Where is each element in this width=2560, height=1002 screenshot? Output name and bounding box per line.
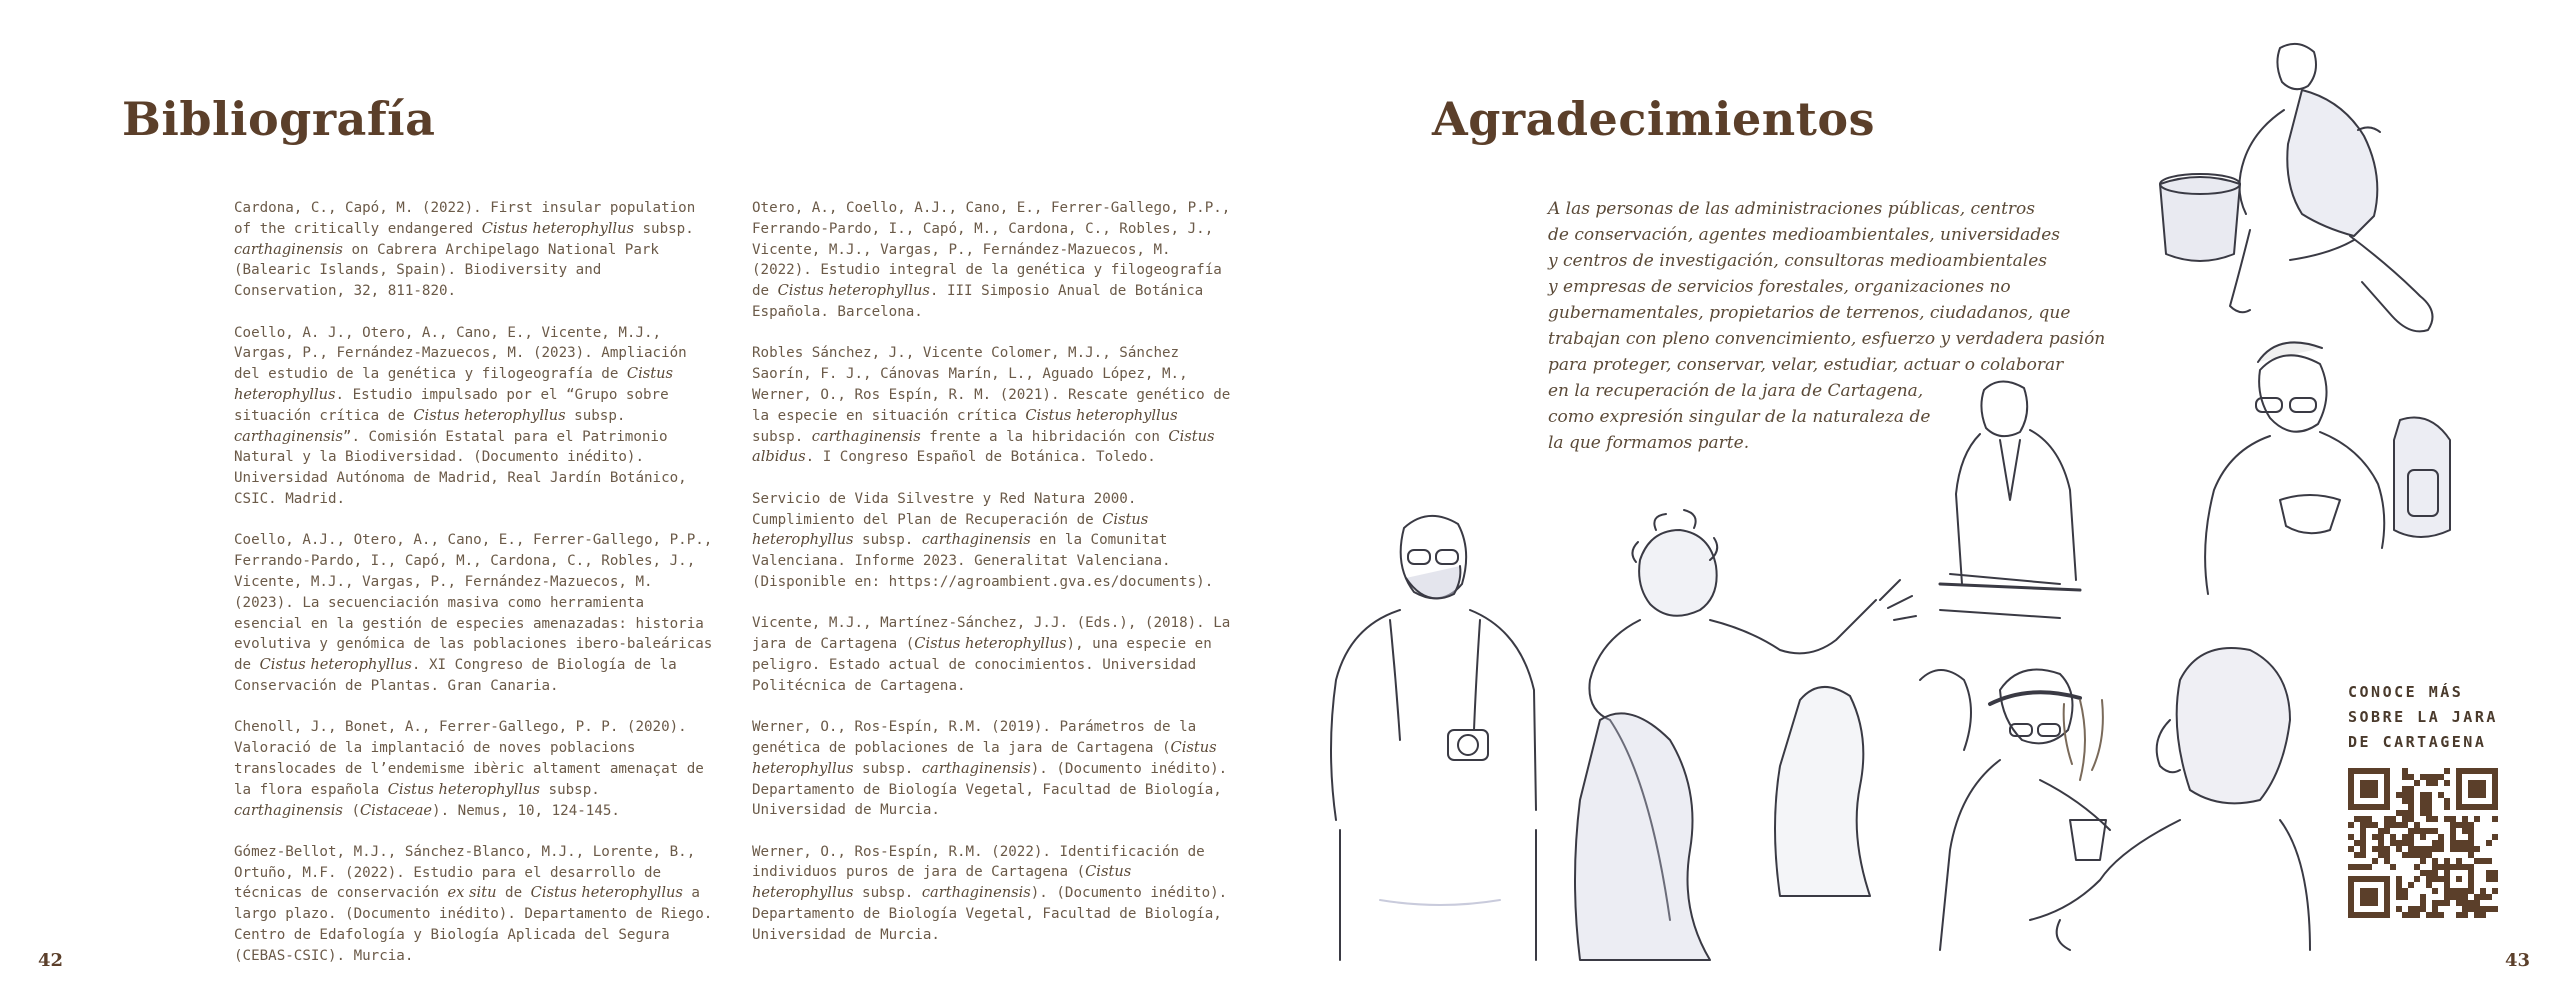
qr-module <box>2360 864 2366 870</box>
species-name: Cistus heterophyllus <box>530 884 683 902</box>
cta-line: DE CARTAGENA <box>2348 733 2487 751</box>
qr-module <box>2456 876 2462 882</box>
qr-module <box>2426 870 2432 876</box>
species-name: carthaginensis <box>234 240 343 258</box>
species-name: Cistus heterophyllus <box>481 219 634 237</box>
qr-module <box>2426 828 2432 834</box>
citation-text: subsp. <box>752 428 812 445</box>
qr-module <box>2414 822 2420 828</box>
qr-module <box>2420 858 2426 864</box>
qr-module <box>2420 798 2426 804</box>
qr-module <box>2468 834 2474 840</box>
qr-module <box>2492 888 2498 894</box>
citation-text: . Estudio impulsado por el “Grupo sobre situación crítica de <box>234 386 669 424</box>
qr-module <box>2390 822 2396 828</box>
qr-module <box>2462 894 2468 900</box>
ack-line: en la recuperación de la jara de Cartagena, <box>1548 381 1924 401</box>
citation-text: frente a la hibridación con <box>920 428 1169 445</box>
citation-text: a largo plazo. (Documento inédito). Departamento de Riego. Centro de Edafología y Biología Aplicada del Segura (CEBAS-CSIC). Murcia. <box>234 885 713 964</box>
qr-module <box>2360 822 2366 828</box>
qr-module <box>2450 834 2456 840</box>
citation-text: Cardona, C., Capó, M. (2022). First insular population of the critically endangered <box>234 200 696 237</box>
qr-module <box>2480 912 2486 918</box>
qr-module <box>2396 840 2402 846</box>
qr-module <box>2456 894 2462 900</box>
qr-module <box>2468 828 2474 834</box>
qr-module <box>2414 846 2420 852</box>
qr-module <box>2354 852 2360 858</box>
qr-module <box>2372 846 2378 852</box>
qr-module <box>2426 852 2432 858</box>
qr-module <box>2348 834 2354 840</box>
qr-module <box>2354 840 2360 846</box>
qr-module <box>2360 828 2366 834</box>
woman-with-plant-drawing <box>1940 670 2110 950</box>
qr-module <box>2408 912 2414 918</box>
qr-module <box>2444 894 2450 900</box>
species-name: Cistaceae <box>360 801 433 819</box>
qr-module <box>2492 816 2498 822</box>
page-number-left: 42 <box>38 950 64 971</box>
species-name: Cistus heterophyllus <box>752 863 1132 902</box>
qr-module <box>2402 816 2408 822</box>
qr-module <box>2420 828 2426 834</box>
ack-line: la que formamos parte. <box>1548 433 1750 453</box>
qr-module <box>2426 792 2432 798</box>
citation-text: subsp. <box>853 885 922 902</box>
qr-module <box>2450 828 2456 834</box>
qr-module <box>2408 798 2414 804</box>
qr-module <box>2432 846 2438 852</box>
qr-module <box>2408 804 2414 810</box>
qr-module <box>2408 786 2414 792</box>
qr-module <box>2372 834 2378 840</box>
qr-module <box>2468 852 2474 858</box>
qr-module <box>2474 900 2480 906</box>
bibliography-entry <box>234 842 714 967</box>
qr-module <box>2492 870 2498 876</box>
qr-module <box>2456 912 2462 918</box>
qr-module <box>2420 846 2426 852</box>
qr-module <box>2462 816 2468 822</box>
qr-module <box>2456 858 2462 864</box>
qr-module <box>2360 840 2366 846</box>
qr-module <box>2486 876 2492 882</box>
qr-module <box>2408 906 2414 912</box>
qr-module <box>2438 840 2444 846</box>
bibliography-entry <box>752 613 1232 696</box>
qr-module <box>2474 858 2480 864</box>
qr-module <box>2432 840 2438 846</box>
qr-module <box>2384 858 2390 864</box>
qr-module <box>2378 840 2384 846</box>
qr-module <box>2396 888 2402 894</box>
citation-text: ”. Comisión Estatal para el Patrimonio Natural y la Biodiversidad. (Documento inédito). Universidad Autónoma de Madrid, Real Jardín Botánico, CSIC. Madrid. <box>234 428 687 507</box>
qr-module <box>2438 876 2444 882</box>
qr-module <box>2402 888 2408 894</box>
qr-module <box>2450 840 2456 846</box>
qr-module <box>2438 864 2444 870</box>
qr-module <box>2438 846 2444 852</box>
qr-module <box>2402 912 2408 918</box>
kneeling-worker-drawing <box>2160 44 2433 332</box>
qr-module <box>2456 846 2462 852</box>
qr-module <box>2432 774 2438 780</box>
qr-module <box>2444 858 2450 864</box>
qr-module <box>2396 792 2402 798</box>
species-name: Cistus heterophyllus <box>752 510 1149 549</box>
citation-text: . XI Congreso de Biología de la Conservación de Plantas. Gran Canaria. <box>234 657 677 694</box>
qr-module <box>2474 906 2480 912</box>
qr-module <box>2468 906 2474 912</box>
ack-line: como expresión singular de la naturaleza de <box>1548 407 1931 427</box>
qr-module <box>2444 780 2450 786</box>
citation-text: subsp. <box>853 532 922 549</box>
qr-module <box>2468 846 2474 852</box>
qr-module <box>2420 792 2426 798</box>
qr-module <box>2462 912 2468 918</box>
qr-module <box>2390 834 2396 840</box>
qr-module <box>2396 822 2402 828</box>
species-name: Cistus heterophyllus <box>259 656 412 674</box>
qr-module <box>2426 804 2432 810</box>
qr-module <box>2420 870 2426 876</box>
qr-module <box>2426 816 2432 822</box>
qr-module <box>2402 786 2408 792</box>
qr-module <box>2420 906 2426 912</box>
qr-module <box>2366 816 2372 822</box>
qr-module <box>2480 906 2486 912</box>
qr-module <box>2438 792 2444 798</box>
qr-module <box>2462 822 2468 828</box>
qr-module <box>2408 792 2414 798</box>
citation-text: Coello, A. J., Otero, A., Cano, E., Vicente, M.J., Vargas, P., Fernández-Mazuecos, M. (2023). Ampliación del estudio de la genética y filogeografía de <box>234 324 687 383</box>
qr-module <box>2408 828 2414 834</box>
qr-module <box>2354 816 2360 822</box>
qr-module <box>2396 882 2402 888</box>
qr-module <box>2402 894 2408 900</box>
qr-module <box>2480 888 2486 894</box>
qr-module <box>2384 816 2390 822</box>
qr-module <box>2384 852 2390 858</box>
right-page <box>1280 0 2560 1002</box>
qr-module <box>2420 900 2426 906</box>
species-name: Cistus heterophyllus <box>387 780 540 798</box>
qr-module <box>2402 822 2408 828</box>
species-name: carthaginensis <box>921 759 1031 777</box>
citation-text: Servicio de Vida Silvestre y Red Natura 2000. Cumplimiento del Plan de Recuperación de <box>752 490 1137 528</box>
qr-module <box>2396 876 2402 882</box>
qr-module <box>2426 798 2432 804</box>
qr-module <box>2402 810 2408 816</box>
citation-text: ), una especie en peligro. Estado actual de conocimientos. Universidad Politécnica de Cartagena. <box>752 636 1212 694</box>
qr-module <box>2432 780 2438 786</box>
qr-module <box>2402 840 2408 846</box>
acknowledgements-text <box>1548 196 2168 456</box>
species-name: Cistus heterophyllus <box>752 738 1217 777</box>
qr-module <box>2444 900 2450 906</box>
qr-module <box>2348 822 2354 828</box>
qr-module <box>2426 876 2432 882</box>
citation-text: ). (Documento inédito). Departamento de Biología Vegetal, Facultad de Biología, Universidad de Murcia. <box>752 760 1228 819</box>
species-name: Cistus albidus <box>752 427 1215 466</box>
qr-module <box>2468 822 2474 828</box>
qr-module <box>2378 852 2384 858</box>
bibliography-entry <box>234 323 714 510</box>
qr-module <box>2462 828 2468 834</box>
qr-module <box>2360 852 2366 858</box>
citation-text: Werner, O., Ros-Espín, R.M. (2019). Parámetros de la genética de poblaciones de la jara de Cartagena ( <box>752 719 1197 756</box>
species-name: carthaginensis <box>921 531 1031 549</box>
qr-module <box>2414 906 2420 912</box>
citation-text: . III Simposio Anual de Botánica Española. Barcelona. <box>752 283 1204 320</box>
qr-module <box>2486 870 2492 876</box>
bibliography-entry <box>752 717 1232 821</box>
citation-text: Chenoll, J., Bonet, A., Ferrer-Gallego, P. P. (2020). Valoració de la implantació de noves poblacions translocades de l’endemisme ibèric altament amenaçat de la flora española <box>234 719 704 798</box>
qr-module <box>2384 822 2390 828</box>
species-name: carthaginensis <box>234 427 343 445</box>
ack-line: trabajan con pleno convencimiento, esfuerzo y verdadera pasión <box>1548 329 2106 349</box>
qr-module <box>2492 876 2498 882</box>
qr-module <box>2432 900 2438 906</box>
citation-text: Coello, A.J., Otero, A., Cano, E., Ferrer-Gallego, P.P., Ferrando-Pardo, I., Capó, M., Cardona, C., Robles, J., Vicente, M.J., Vargas, P., Fernández-Mazuecos, M. (2023). La secuenciación masiva como herramienta esencial en la gestión de especies amenazadas: historia evolutiva y genómica de las poblaciones ibero-baleáricas de <box>234 532 713 674</box>
qr-module <box>2474 846 2480 852</box>
qr-module <box>2462 906 2468 912</box>
qr-module <box>2462 840 2468 846</box>
qr-module <box>2396 906 2402 912</box>
qr-module <box>2408 840 2414 846</box>
bibliography-entry <box>752 842 1232 946</box>
qr-module <box>2450 846 2456 852</box>
qr-module <box>2438 912 2444 918</box>
qr-module <box>2444 804 2450 810</box>
qr-module <box>2372 858 2378 864</box>
qr-module <box>2414 864 2420 870</box>
citation-text: . I Congreso Español de Botánica. Toledo. <box>805 449 1156 466</box>
qr-module <box>2432 864 2438 870</box>
ack-line: y centros de investigación, consultoras medioambientales <box>1548 251 2047 271</box>
species-name: Cistus heterophyllus <box>914 635 1067 653</box>
species-name: Cistus heterophyllus <box>777 282 930 300</box>
qr-module <box>2408 810 2414 816</box>
qr-module <box>2480 858 2486 864</box>
species-name: carthaginensis <box>921 884 1031 902</box>
qr-module <box>2378 834 2384 840</box>
citation-text: Vicente, M.J., Martínez-Sánchez, J.J. (Eds.), (2018). La jara de Cartagena ( <box>752 615 1231 653</box>
qr-module <box>2348 846 2354 852</box>
qr-module <box>2432 870 2438 876</box>
citation-text: ). (Documento inédito). Departamento de Biología Vegetal, Facultad de Biología, Universidad de Murcia. <box>752 885 1228 943</box>
acknowledgements-title: Agradecimientos <box>1432 92 1875 146</box>
qr-module <box>2492 834 2498 840</box>
qr-module <box>2444 816 2450 822</box>
bibliography-entry <box>234 530 714 696</box>
qr-module <box>2450 894 2456 900</box>
qr-module <box>2474 912 2480 918</box>
qr-module <box>2402 834 2408 840</box>
qr-module <box>2426 846 2432 852</box>
qr-module <box>2432 858 2438 864</box>
qr-module <box>2432 816 2438 822</box>
species-name: Cistus heterophyllus <box>1025 406 1178 424</box>
qr-module <box>2474 816 2480 822</box>
ack-line: para proteger, conservar, velar, estudiar, actuar o colaborar <box>1548 355 2064 375</box>
ack-line: de conservación, agentes medioambientales, universidades <box>1548 225 2060 245</box>
citation-text: en la Comunitat Valenciana. Informe 2023. Generalitat Valenciana. (Disponible en: https://agroambient.gva.es/documents). <box>752 532 1214 590</box>
bibliography-entry <box>752 489 1232 593</box>
man-with-camera-drawing <box>1331 516 1536 960</box>
qr-module <box>2444 768 2450 774</box>
qr-module <box>2462 900 2468 906</box>
qr-module <box>2486 840 2492 846</box>
qr-module <box>2480 894 2486 900</box>
qr-module <box>2432 876 2438 882</box>
learn-more-cta <box>2348 680 2498 755</box>
citation-text: subsp. <box>565 407 626 424</box>
qr-module <box>2396 846 2402 852</box>
species-name: Cistus heterophyllus <box>234 365 673 403</box>
cta-line: CONOCE MÁS <box>2348 683 2464 701</box>
qr-module <box>2486 858 2492 864</box>
ack-line: A las personas de las administraciones públicas, centros <box>1548 199 2035 219</box>
qr-module <box>2420 894 2426 900</box>
qr-module <box>2408 882 2414 888</box>
citation-text: Werner, O., Ros-Espín, R.M. (2022). Identificación de individuos puros de jara de Cartagena ( <box>752 843 1205 881</box>
bibliography-entry <box>234 198 714 302</box>
qr-module <box>2408 834 2414 840</box>
qr-module <box>2396 810 2402 816</box>
qr-module <box>2420 804 2426 810</box>
crowd-drawing <box>1575 670 1971 960</box>
qr-module <box>2468 900 2474 906</box>
citation-text: ). Nemus, 10, 124-145. <box>432 802 620 819</box>
qr-module <box>2378 828 2384 834</box>
page-number-right: 43 <box>2504 950 2530 971</box>
qr-module <box>2456 822 2462 828</box>
qr-module <box>2456 900 2462 906</box>
qr-module <box>2414 852 2420 858</box>
species-name: carthaginensis <box>811 427 921 445</box>
qr-module <box>2354 864 2360 870</box>
qr-module <box>2420 774 2426 780</box>
citation-text: subsp. <box>633 220 694 237</box>
qr-module <box>2486 894 2492 900</box>
qr-module <box>2432 888 2438 894</box>
species-name: ex situ <box>447 884 497 902</box>
qr-module <box>2474 894 2480 900</box>
qr-module <box>2426 780 2432 786</box>
citation-text: subsp. <box>853 760 922 777</box>
qr-module <box>2402 792 2408 798</box>
qr-module <box>2408 774 2414 780</box>
bibliography-entry <box>234 717 714 821</box>
qr-module <box>2396 894 2402 900</box>
qr-module <box>2360 888 2378 906</box>
qr-module <box>2438 774 2444 780</box>
qr-module <box>2420 810 2426 816</box>
qr-module <box>2366 864 2372 870</box>
qr-module <box>2432 912 2438 918</box>
bibliography-column-2 <box>752 198 1232 966</box>
qr-module <box>2462 846 2468 852</box>
qr-module <box>2384 846 2390 852</box>
qr-module <box>2426 882 2432 888</box>
species-name: carthaginensis <box>234 801 343 819</box>
bibliography-column-1 <box>234 198 714 987</box>
qr-module <box>2360 834 2366 840</box>
woman-with-seeds-drawing <box>2205 342 2450 594</box>
qr-module <box>2348 864 2354 870</box>
bibliography-entry <box>752 198 1232 323</box>
qr-module <box>2402 768 2408 774</box>
qr-module <box>2492 906 2498 912</box>
bibliography-title: Bibliografía <box>122 92 436 146</box>
qr-module <box>2390 864 2396 870</box>
qr-module <box>2390 816 2396 822</box>
qr-module <box>2360 846 2366 852</box>
citation-text: Robles Sánchez, J., Vicente Colomer, M.J., Sánchez Saorín, F. J., Cánovas Marín, L., Aguado López, M., Werner, O., Ros Espín, R. M. (2021). Rescate genético de la especie en situación crítica <box>752 345 1231 424</box>
qr-module <box>2486 906 2492 912</box>
ack-line: gubernamentales, propietarios de terrenos, ciudadanos, que <box>1548 303 2071 323</box>
citation-text: ( <box>342 802 360 819</box>
ack-line: y empresas de servicios forestales, organizaciones no <box>1548 277 2011 297</box>
qr-module <box>2426 912 2432 918</box>
qr-module <box>2378 846 2384 852</box>
qr-module <box>2390 840 2396 846</box>
bibliography-entry <box>752 343 1232 468</box>
qr-module <box>2426 810 2432 816</box>
qr-module <box>2468 840 2474 846</box>
qr-module <box>2360 780 2378 798</box>
qr-module <box>2432 906 2438 912</box>
qr-module <box>2420 834 2426 840</box>
qr-module <box>2450 816 2456 822</box>
qr-module <box>2414 876 2420 882</box>
citation-text: Gómez-Bellot, M.J., Sánchez-Blanco, M.J., Lorente, B., Ortuño, M.F. (2022). Estudio para el desarrollo de técnicas de conservación <box>234 843 696 902</box>
qr-module <box>2414 828 2420 834</box>
qr-module <box>2366 822 2372 828</box>
qr-module <box>2420 852 2426 858</box>
qr-module <box>2408 816 2414 822</box>
qr-module <box>2402 774 2408 780</box>
qr-code[interactable] <box>2348 768 2498 918</box>
qr-module <box>2444 798 2450 804</box>
qr-module <box>2408 846 2414 852</box>
citation-text: Otero, A., Coello, A.J., Cano, E., Ferrer-Gallego, P.P., Ferrando-Pardo, I., Capó, M., Cardona, C., Robles, J., Vicente, M.J., Vargas, P., Fernández-Mazuecos, M. (2022). Estudio integral de la genética y filogeografía de <box>752 200 1231 300</box>
qr-module <box>2432 828 2438 834</box>
qr-module <box>2414 912 2420 918</box>
qr-module <box>2372 822 2378 828</box>
citation-text: on Cabrera Archipelago National Park (Balearic Islands, Spain). Biodiversity and Conservation, 32, 811-820. <box>234 241 659 300</box>
qr-module <box>2438 834 2444 840</box>
species-name: Cistus heterophyllus <box>413 406 566 424</box>
qr-module <box>2468 780 2486 798</box>
cta-line: SOBRE LA JARA <box>2348 708 2498 726</box>
qr-module <box>2438 900 2444 906</box>
qr-module <box>2408 852 2414 858</box>
citation-text: subsp. <box>539 781 600 798</box>
citation-text: de <box>496 885 531 902</box>
qr-module <box>2360 816 2366 822</box>
qr-module <box>2456 840 2462 846</box>
qr-module <box>2426 774 2432 780</box>
qr-module <box>2384 828 2390 834</box>
qr-module <box>2414 780 2420 786</box>
qr-module <box>2402 852 2408 858</box>
qr-module <box>2450 822 2456 828</box>
qr-module <box>2402 798 2408 804</box>
